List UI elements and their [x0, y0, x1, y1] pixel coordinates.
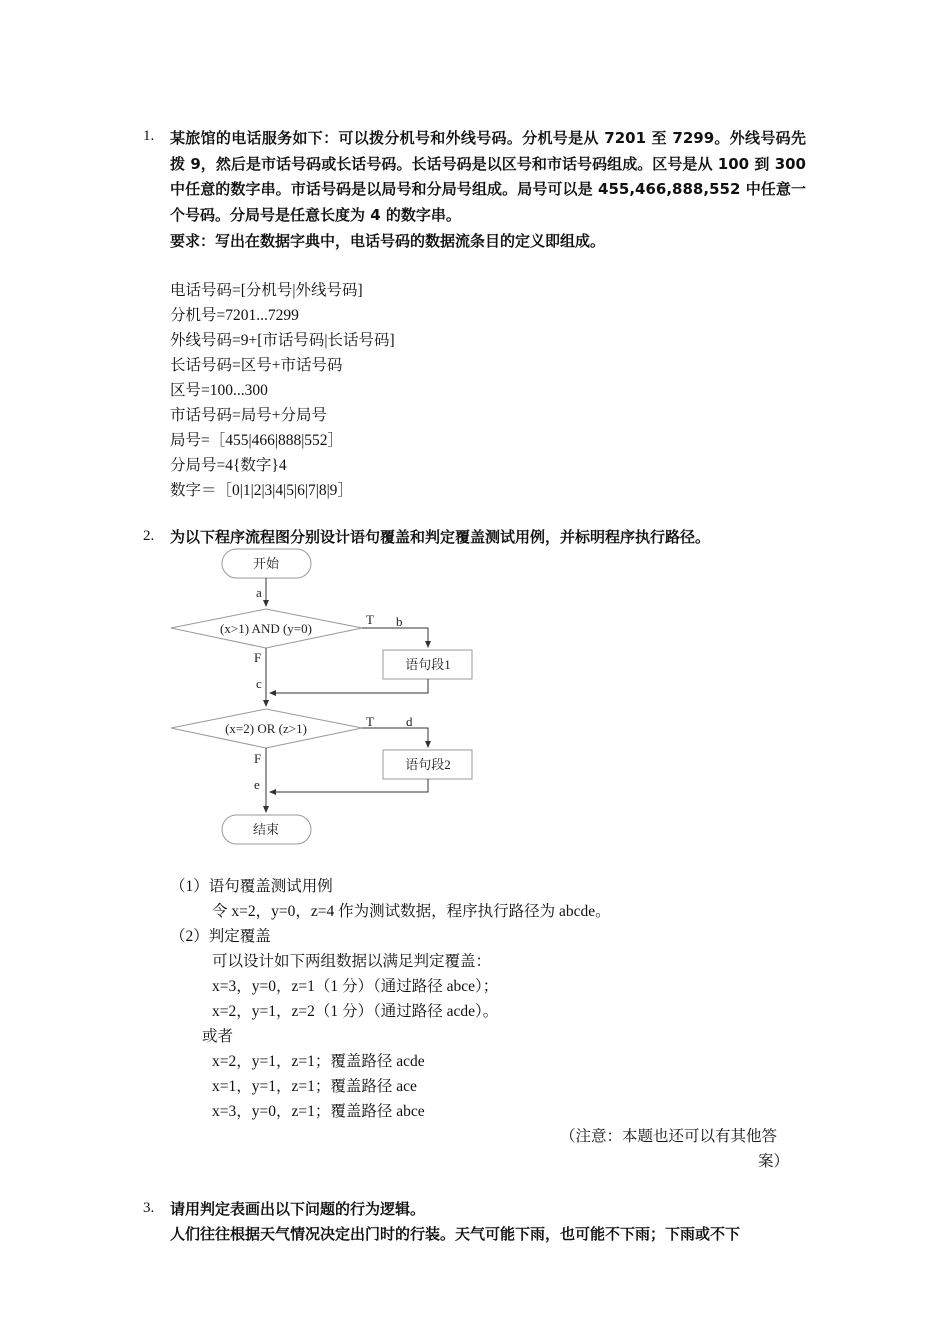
edge-d: [362, 728, 428, 747]
answer-line: 分局号=4{数字}4: [170, 457, 287, 474]
q3-body: 人们往往根据天气情况决定出门时的行装。天气可能下雨，也可能不下雨；下雨或不下: [170, 1225, 741, 1243]
true-label-2: T: [366, 714, 374, 729]
q3-number: 3.: [143, 1200, 155, 1216]
edge-b: [362, 628, 428, 647]
alt-line: x=1，y=1，z=1；覆盖路径 ace: [212, 1078, 417, 1095]
answer-line: 外线号码=9+[市话号码|长话号码]: [170, 332, 395, 349]
alt-line: x=2，y=1，z=1；覆盖路径 acde: [212, 1053, 425, 1070]
q1-text: 某旅馆的电话服务如下：可以拨分机号和外线号码。分机号是从 7201 至 7299。外线号码先拨 9，然后是市话号码或长话号码。长话号码是以区号和市话号码组成。区号是从 100 到 300 中任意的数字串。市话号码是以局号和分局号组成。局号可以是 455,466,888,552 中任意一个号码。分局号是任意长度为 4 的数字串。: [170, 129, 806, 224]
q3-text: 请用判定表画出以下问题的行为逻辑。: [170, 1200, 426, 1218]
sec1-title: （1）语句覆盖测试用例: [170, 878, 333, 895]
sec1-body: 令 x=2，y=0，z=4 作为测试数据，程序执行路径为 abcde。: [212, 903, 611, 920]
path-label-d: d: [406, 714, 413, 729]
q1-number: 1.: [143, 128, 155, 144]
answer-line: 分机号=7201...7299: [170, 307, 299, 324]
false-label-2: F: [254, 751, 262, 766]
q2-text: 为以下程序流程图分别设计语句覆盖和判定覆盖测试用例，并标明程序执行路径。: [170, 528, 711, 546]
note-line: （注意：本题也还可以有其他答: [560, 1128, 778, 1145]
sec2-line: x=3，y=0，z=1（1 分）（通过路径 abce）；: [212, 978, 499, 995]
edge-block2-merge: [270, 779, 428, 792]
answer-line: 局号=［455|466|888|552］: [170, 432, 344, 449]
or-label: 或者: [202, 1028, 234, 1045]
note-line: 案）: [758, 1153, 790, 1170]
path-label-a: a: [256, 585, 262, 600]
path-label-c: c: [256, 676, 262, 691]
answer-line: 区号=100...300: [170, 382, 268, 399]
edge-block1-merge: [270, 679, 428, 693]
false-label-1: F: [254, 650, 262, 665]
q2-number: 2.: [143, 528, 155, 544]
cond2-label: (x=2) OR (z>1): [225, 721, 307, 736]
sec2-intro: 可以设计如下两组数据以满足判定覆盖：: [212, 953, 492, 970]
q1-requirement: 要求：写出在数据字典中，电话号码的数据流条目的定义即组成。: [170, 232, 606, 250]
start-label: 开始: [252, 556, 280, 571]
answer-line: 长话号码=区号+市话号码: [170, 357, 343, 374]
block2-label: 语句段2: [405, 757, 451, 772]
cond1-label: (x>1) AND (y=0): [220, 621, 312, 636]
sec2-title: （2）判定覆盖: [170, 928, 271, 945]
end-label: 结束: [252, 822, 280, 837]
block1-label: 语句段1: [405, 657, 451, 672]
answer-line: 市话号码=局号+分局号: [170, 407, 327, 424]
path-label-e: e: [254, 777, 260, 792]
path-label-b: b: [396, 614, 403, 629]
answer-line: 数字＝［0|1|2|3|4|5|6|7|8|9］: [170, 482, 353, 499]
answer-line: 电话号码=[分机号|外线号码]: [170, 282, 363, 299]
true-label-1: T: [366, 612, 374, 627]
alt-line: x=3，y=0，z=1；覆盖路径 abce: [212, 1103, 425, 1120]
sec2-line: x=2，y=1，z=2（1 分）（通过路径 acde）。: [212, 1003, 499, 1020]
